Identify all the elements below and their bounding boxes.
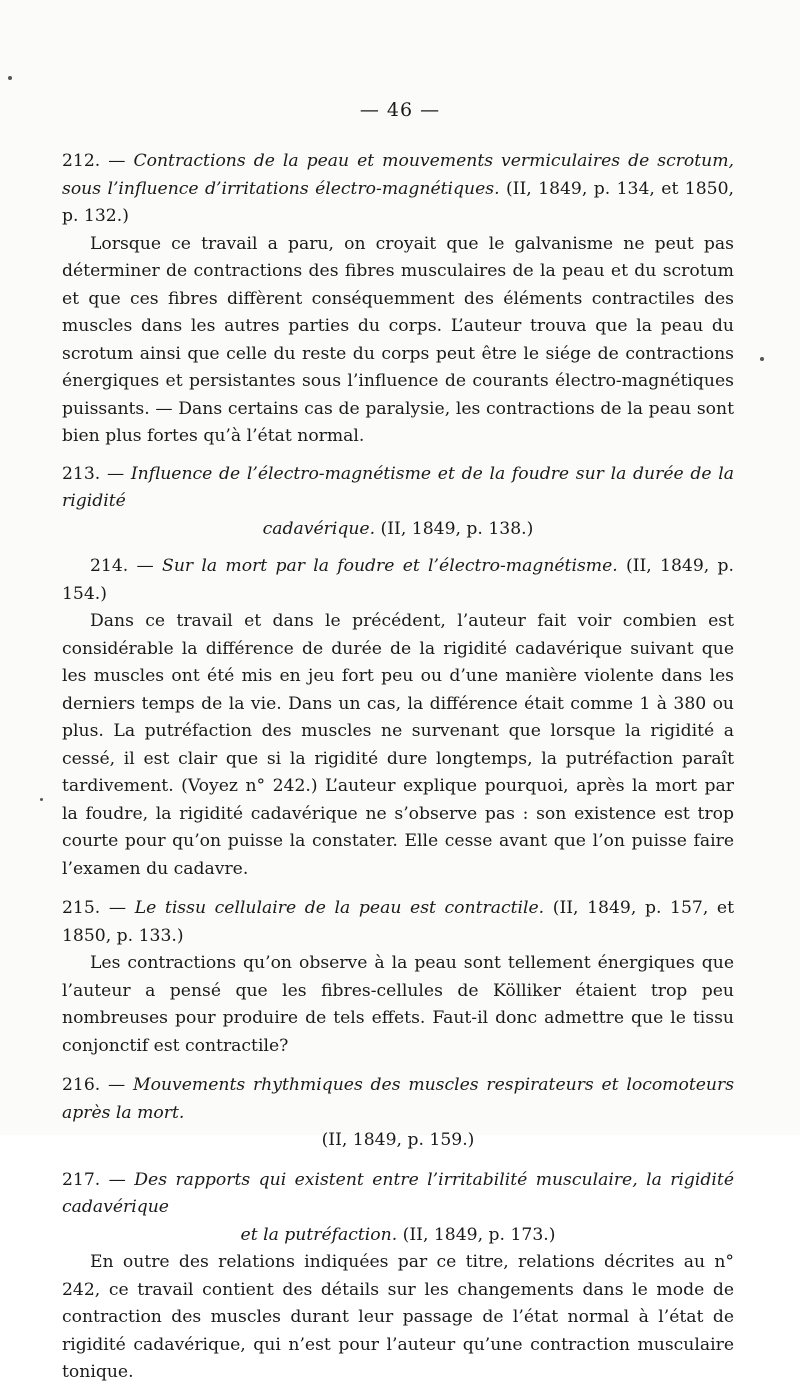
entry-217-body: En outre des relations indiquées par ce titre, relations décrites au n° 242, ce travail contient des détails sur les changements dans le mode de contraction des muscles durant leur passage de l’état normal à l’état de rigidité cadavérique, qui n’est pour l’auteur qu’une contraction musculaire tonique. <box>62 1252 734 1382</box>
entry-212-body: Lorsque ce travail a paru, on croyait que le galvanisme ne peut pas déterminer de contractions des fibres musculaires de la peau et du scrotum et que ces fibres diffèrent conséquemment des éléments contractiles des muscles dans les autres parties du corps. L’auteur trouva que la peau du scrotum ainsi que celle du reste du corps peut être le siége de contractions énergiques et persistantes sous l’influence de courants électro-magnétiques puissants. — Dans certains cas de paralysie, les contractions de la peau sont bien plus fortes qu’à l’état normal. <box>62 233 734 446</box>
entry-217-title-line-1: Des rapports qui existent entre l’irritabilité musculaire, la rigidité cadavérique <box>62 1169 735 1217</box>
entry-213-title-line-1: Influence de l’électro-magnétisme et de la foudre sur la durée de la rigidité <box>62 463 735 511</box>
entry-212-reference: (II, 1849, p. 134, et 1850, p. 132.) <box>62 178 734 226</box>
entry-213-number: 213. — <box>62 463 125 484</box>
entry-215-reference: (II, 1849, p. 157, et 1850, p. 133.) <box>62 898 734 946</box>
entry-212-number: 212. — <box>62 151 126 171</box>
entry-217-heading <box>62 1167 734 1250</box>
scan-speck <box>8 76 12 80</box>
entry-216-second-line <box>62 1127 734 1155</box>
entry-214-reference: (II, 1849, p. 154.) <box>62 556 735 604</box>
entry-213-second-line <box>62 516 734 544</box>
entry-213-reference: (II, 1849, p. 138.) <box>380 518 534 539</box>
entry-213-heading <box>62 461 734 544</box>
entry-217-title-line-2: et la putréfaction. <box>240 1224 398 1245</box>
entry-212-title: Contractions de la peau et mouvements vermiculaires de scrotum, sous l’influence d’irritations électro-magnétiques. <box>62 151 735 199</box>
scan-speck <box>760 357 764 361</box>
page-content <box>62 148 734 1387</box>
entry-214-number: 214. — <box>90 556 154 576</box>
entry-217-number: 217. — <box>62 1169 126 1190</box>
entry-216-number: 216. — <box>62 1075 126 1095</box>
entry-216-title: Mouvements rhythmiques des muscles respirateurs et locomoteurs après la mort. <box>62 1075 735 1123</box>
entry-216-reference: (II, 1849, p. 159.) <box>321 1130 475 1150</box>
entry-216-heading <box>62 1072 734 1155</box>
entry-215-title: Le tissu cellulaire de la peau est contractile. <box>134 898 545 918</box>
entry-212-heading <box>62 148 734 231</box>
entry-217-second-line <box>62 1222 734 1250</box>
scan-speck <box>40 798 43 801</box>
entry-214-title: Sur la mort par la foudre et l’électro-magnétisme. <box>162 556 618 576</box>
entry-215-number: 215. — <box>62 898 127 918</box>
entry-215-heading <box>62 895 734 950</box>
entry-215-body: Les contractions qu’on observe à la peau sont tellement énergiques que l’auteur a pensé que les fibres-cellules de Kölliker étaient trop peu nombreuses pour produire de tels effets. Faut-il donc admettre que le tissu conjonctif est contractile? <box>62 953 734 1056</box>
page-number: — 46 — <box>359 99 441 121</box>
entry-217-reference: (II, 1849, p. 173.) <box>402 1224 556 1245</box>
entry-214-body: Dans ce travail et dans le précédent, l’auteur fait voir combien est considérable la différence de durée de la rigidité cadavérique suivant que les muscles ont été mis en jeu fort peu ou d’une manière violente dans les derniers temps de la vie. Dans un cas, la différence était comme 1 à 380 ou plus. La putréfaction des muscles ne survenant que lorsque la rigidité a cessé, il est clair que si la rigidité dure longtemps, la putréfaction paraît tardivement. (Voyez n° 242.) L’auteur explique pourquoi, après la mort par la foudre, la rigidité cadavérique ne s’observe pas : son existence est trop courte pour qu’on puisse la constater. Elle cesse avant que l’on puisse faire l’examen du cadavre. <box>62 611 734 879</box>
entry-214-heading <box>62 553 734 608</box>
entry-213-title-line-2: cadavérique. <box>262 518 376 539</box>
